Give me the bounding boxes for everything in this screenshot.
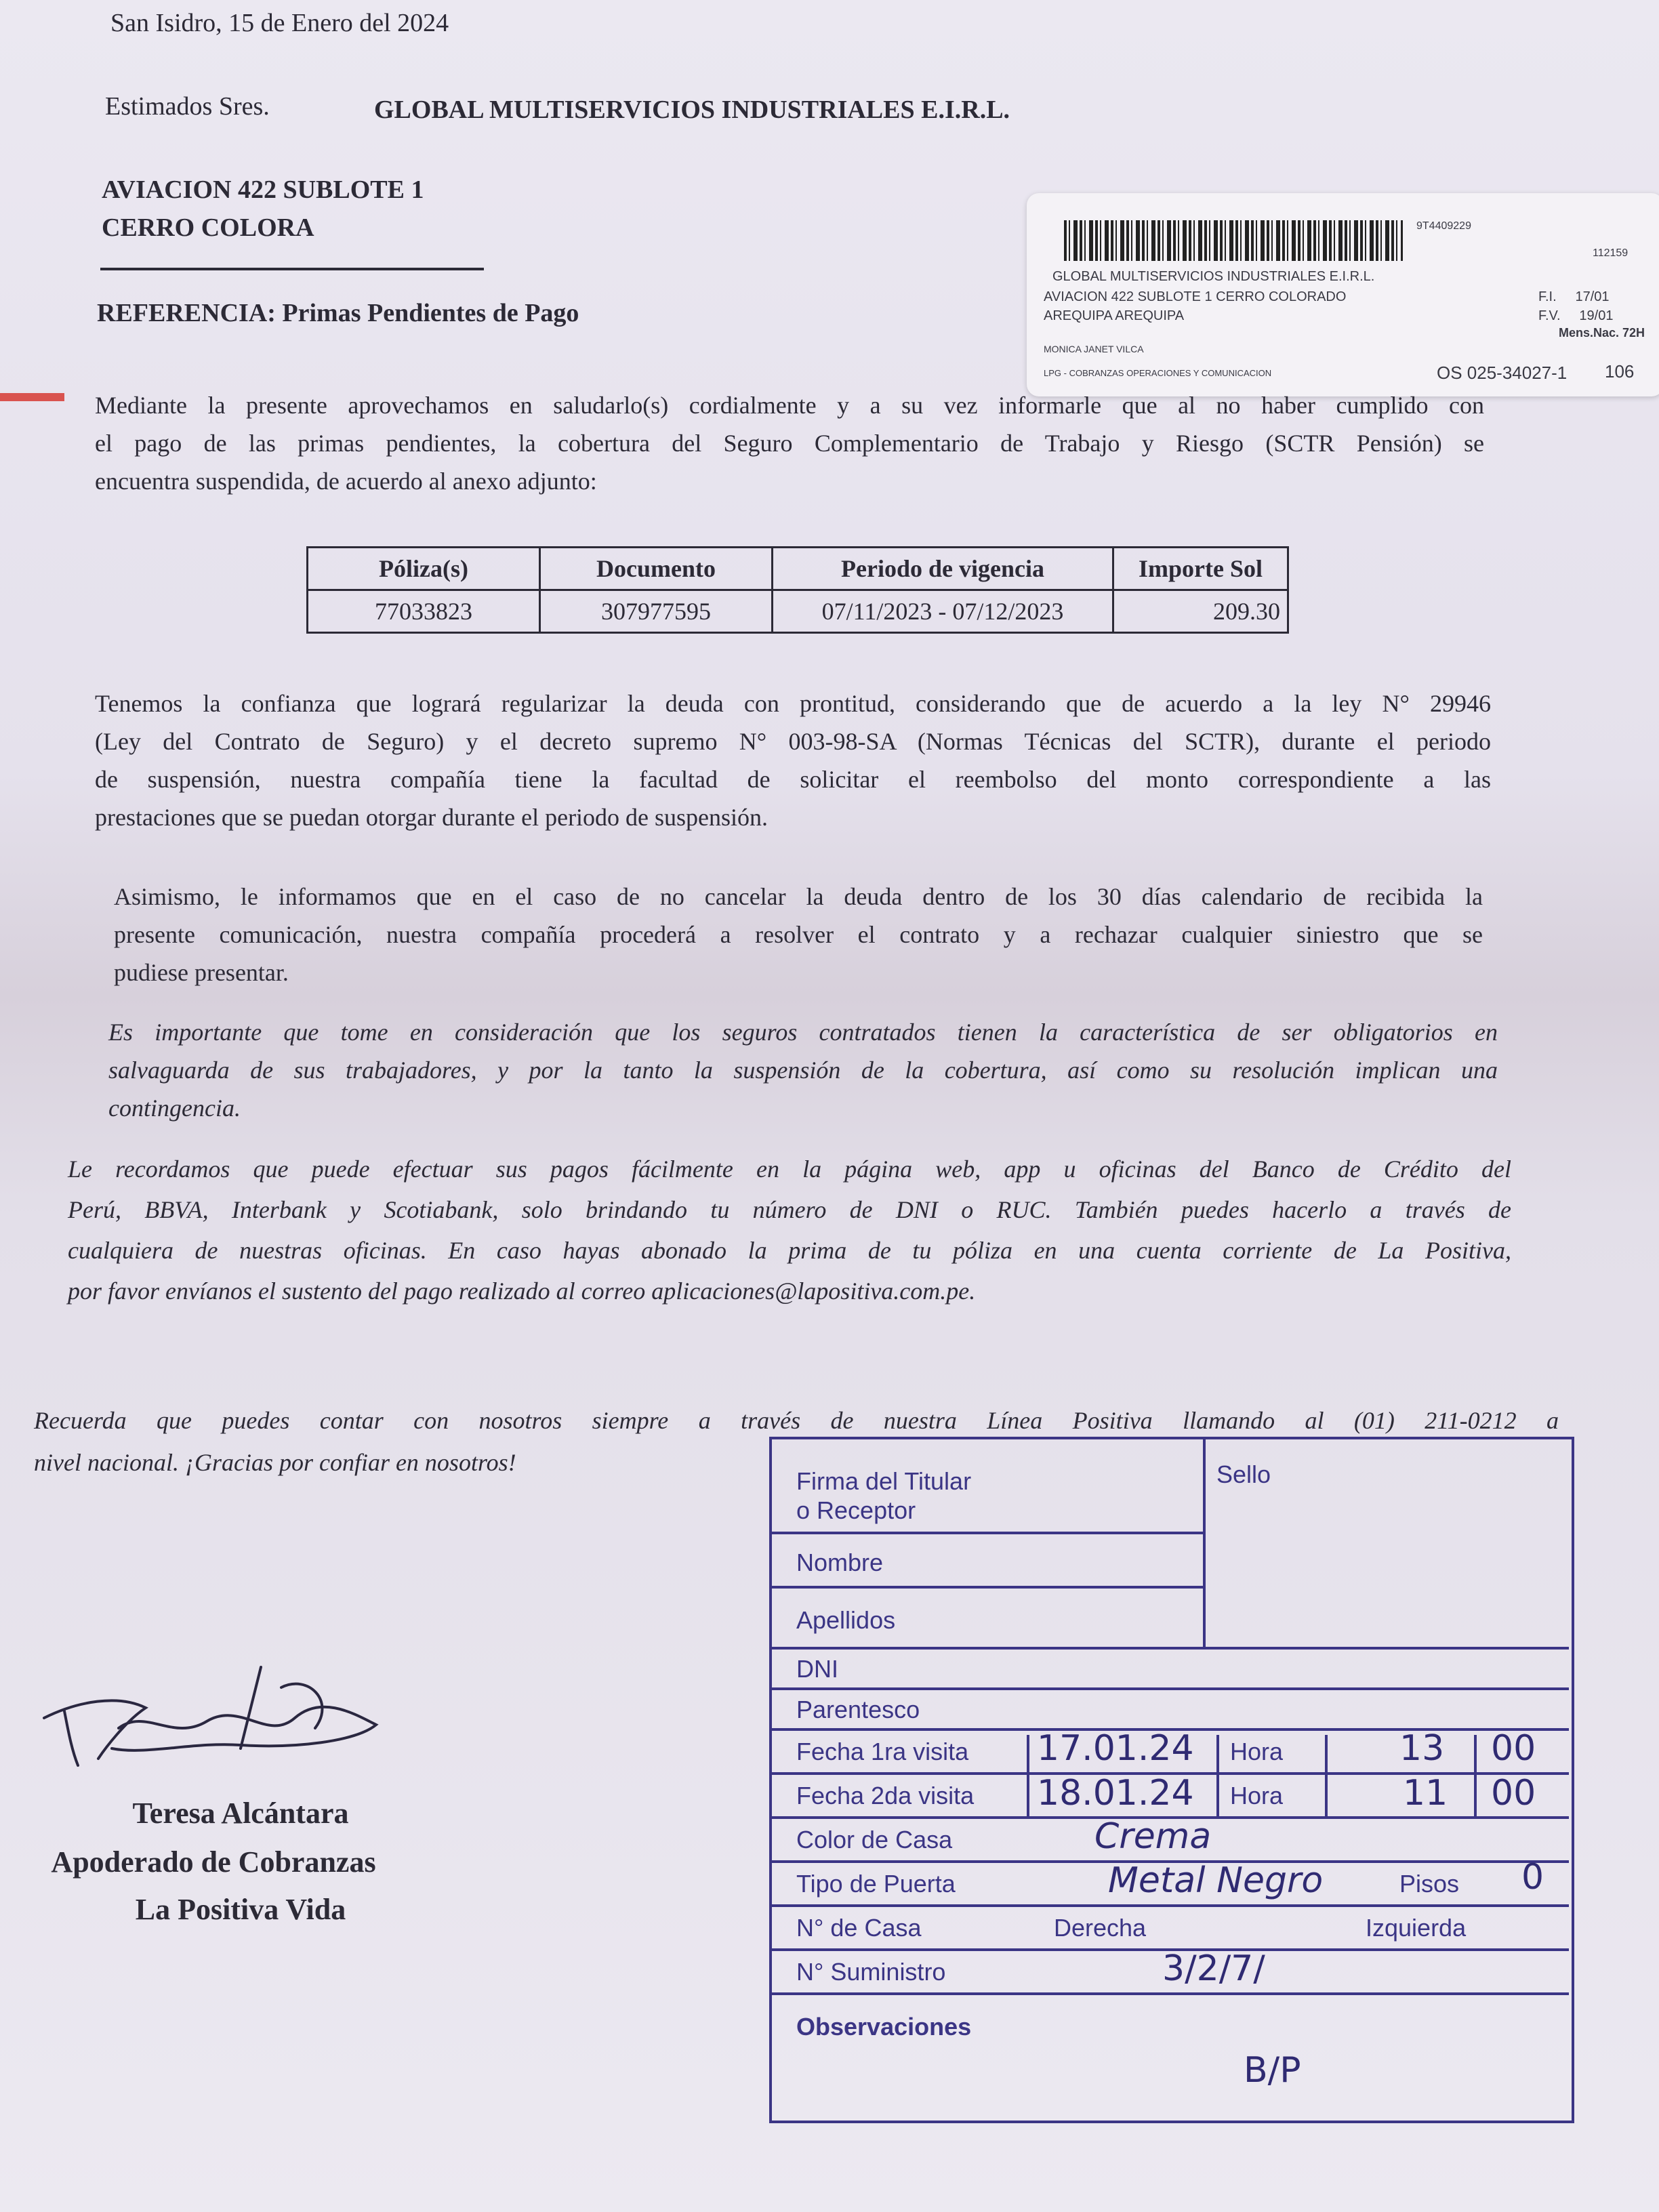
paragraph-1-line: el pago de las primas pendientes, la cobertura del Seguro Complementario de Trabajo y Riesgo (SCTR Pensión) se — [95, 430, 1484, 457]
signer-name: Teresa Alcántara — [132, 1797, 349, 1830]
stamp-firma: Firma del Titular — [796, 1467, 972, 1495]
reference-line — [97, 298, 579, 328]
paragraph-2-line: prestaciones que se puedan otorgar durante el periodo de suspensión. — [95, 804, 769, 831]
stamp-izquierda: Izquierda — [1366, 1914, 1467, 1942]
address-line-2: CERRO COLORA — [102, 213, 314, 242]
stamp-col-line — [1027, 1735, 1029, 1816]
hand-min2: 00 — [1491, 1773, 1536, 1814]
stamp-nombre: Nombre — [796, 1549, 884, 1576]
label-address-2: AREQUIPA AREQUIPA — [1044, 308, 1185, 323]
label-company: GLOBAL MULTISERVICIOS INDUSTRIALES E.I.R.L. — [1052, 269, 1375, 284]
hand-color: Crema — [1094, 1816, 1212, 1857]
cell-documento: 307977595 — [540, 590, 773, 633]
hand-hora1: 13 — [1399, 1728, 1445, 1769]
stamp-pisos: Pisos — [1399, 1870, 1460, 1898]
label-fi-key: F.I. — [1538, 289, 1557, 304]
policy-table-header — [308, 548, 1288, 590]
reference-label: REFERENCIA: — [97, 299, 276, 327]
paragraph-6-line: Recuerda que puedes contar con nosotros siempre a través de nuestra Línea Positiva llamando al (01) 211-0212 a — [34, 1407, 1559, 1434]
stamp-row-line — [769, 1532, 1203, 1534]
paragraph-2 — [95, 684, 1491, 836]
signature-block — [37, 1647, 390, 1926]
place-date: San Isidro, 15 de Enero del 2024 — [110, 9, 449, 37]
label-address-1: AVIACION 422 SUBLOTE 1 CERRO COLORADO — [1044, 289, 1347, 304]
label-fi-value: 17/01 — [1575, 289, 1610, 304]
stamp-row-line — [769, 1904, 1569, 1907]
paragraph-5-line: Le recordamos que puede efectuar sus pagos fácilmente en la página web, app u oficinas del Banco de Crédito del — [68, 1155, 1511, 1183]
stamp-col-line — [1325, 1735, 1328, 1816]
hand-fecha2: 18.01.24 — [1037, 1773, 1194, 1814]
paragraph-6-line: nivel nacional. ¡Gracias por confiar en nosotros! — [34, 1449, 516, 1476]
policy-table — [306, 546, 1289, 634]
hand-hora2: 11 — [1403, 1773, 1448, 1814]
paragraph-3 — [114, 878, 1483, 991]
stamp-col-line — [1216, 1735, 1219, 1816]
paragraph-1-line: Mediante la presente aprovechamos en saludarlo(s) cordialmente y a su vez informarle que al no haber cumplido con — [95, 392, 1484, 419]
paragraph-5-line: cualquiera de nuestras oficinas. En caso hayas abonado la prima de tu póliza en una cuenta corriente de La Positiva, — [68, 1237, 1511, 1264]
signer-role: Apoderado de Cobranzas — [51, 1845, 376, 1879]
label-os: OS 025-34027-1 — [1437, 363, 1568, 383]
stamp-observaciones: Observaciones — [796, 2013, 972, 2041]
hand-puerta: Metal Negro — [1108, 1860, 1324, 1901]
stamp-puerta: Tipo de Puerta — [796, 1870, 956, 1898]
stamp-receptor: o Receptor — [796, 1496, 916, 1524]
label-code: 112159 — [1593, 247, 1629, 259]
stamp-derecha: Derecha — [1054, 1914, 1147, 1942]
paragraph-2-line: Tenemos la confianza que logrará regularizar la deuda con prontitud, considerando que de acuerdo a la ley N° 29946 — [95, 690, 1491, 717]
label-fv-value: 19/01 — [1579, 308, 1614, 323]
stamp-suministro: N° Suministro — [796, 1958, 946, 1986]
hand-suministro: 3/2/7/ — [1162, 1948, 1265, 1989]
label-mens: Mens.Nac. 72H — [1559, 326, 1645, 340]
stamp-row-line — [769, 1687, 1569, 1690]
stamp-hora1: Hora — [1230, 1738, 1284, 1765]
col-documento: Documento — [540, 548, 773, 590]
stamp-row-line — [769, 1647, 1569, 1650]
stamp-hora2: Hora — [1230, 1782, 1284, 1809]
hand-observaciones: B/P — [1244, 2050, 1301, 2091]
reference-text: Primas Pendientes de Pago — [282, 299, 579, 327]
stamp-sello: Sello — [1216, 1460, 1271, 1488]
paragraph-4 — [108, 1013, 1498, 1127]
stamp-row-line — [769, 1586, 1203, 1589]
handwritten-signature — [37, 1647, 390, 1776]
greeting: Estimados Sres. — [105, 92, 270, 121]
cell-periodo: 07/11/2023 - 07/12/2023 — [773, 590, 1113, 633]
recipient-company: GLOBAL MULTISERVICIOS INDUSTRIALES E.I.R.L. — [374, 96, 1010, 124]
stamp-dni: DNI — [796, 1655, 838, 1683]
red-margin-mark — [0, 393, 64, 401]
shipping-label — [1027, 193, 1659, 396]
paragraph-3-line: Asimismo, le informamos que en el caso de no cancelar la deuda dentro de los 30 días calendario de recibida la — [114, 883, 1483, 910]
barcode-text: 9T4409229 — [1416, 220, 1471, 232]
hand-pisos: 0 — [1521, 1857, 1544, 1898]
col-poliza: Póliza(s) — [308, 548, 540, 590]
paragraph-4-line: salvaguarda de sus trabajadores, y por la tanto la suspensión de la cobertura, así como su resolución implican una — [108, 1057, 1498, 1084]
signer-company: La Positiva Vida — [135, 1893, 346, 1926]
paragraph-1 — [95, 386, 1484, 500]
paragraph-5-line: Perú, BBVA, Interbank y Scotiabank, solo brindando tu número de DNI o RUC. También puedes hacerlo a través de — [68, 1196, 1511, 1223]
cell-poliza: 77033823 — [308, 590, 540, 633]
hand-fecha1: 17.01.24 — [1037, 1728, 1194, 1769]
stamp-fecha1: Fecha 1ra visita — [796, 1738, 969, 1765]
col-periodo: Periodo de vigencia — [773, 548, 1113, 590]
stamp-apellidos: Apellidos — [796, 1606, 896, 1634]
paragraph-3-line: presente comunicación, nuestra compañía procederá a resolver el contrato y a rechazar cualquier siniestro que se — [114, 921, 1483, 948]
stamp-col-line — [1474, 1735, 1477, 1816]
label-fv-key: F.V. — [1538, 308, 1561, 323]
label-fv — [1538, 308, 1613, 324]
delivery-stamp-form — [769, 1437, 1650, 2135]
paragraph-4-line: contingencia. — [108, 1094, 241, 1122]
stamp-fecha2: Fecha 2da visita — [796, 1782, 975, 1809]
table-row — [308, 590, 1288, 633]
paragraph-5-line: por favor envíanos el sustento del pago realizado al correo aplicaciones@lapositiva.com.pe. — [68, 1277, 976, 1305]
label-person: MONICA JANET VILCA — [1044, 344, 1144, 354]
stamp-ncasa: N° de Casa — [796, 1914, 922, 1942]
paragraph-2-line: de suspensión, nuestra compañía tiene la facultad de solicitar el reembolso del monto correspondiente a las — [95, 766, 1491, 793]
label-fi — [1538, 289, 1610, 305]
paragraph-1-line: encuentra suspendida, de acuerdo al anexo adjunto: — [95, 468, 597, 495]
hand-min1: 00 — [1491, 1728, 1536, 1769]
stamp-color: Color de Casa — [796, 1826, 953, 1853]
col-importe: Importe Sol — [1113, 548, 1288, 590]
cell-importe: 209.30 — [1113, 590, 1288, 633]
stamp-parentesco: Parentesco — [796, 1696, 920, 1723]
address-underline — [100, 268, 484, 270]
address-line-1: AVIACION 422 SUBLOTE 1 — [102, 176, 424, 204]
barcode — [1064, 220, 1403, 261]
paragraph-3-line: pudiese presentar. — [114, 959, 289, 986]
paragraph-5 — [68, 1149, 1511, 1311]
stamp-divider — [1203, 1437, 1206, 1647]
label-os-num: 106 — [1605, 361, 1635, 382]
paragraph-4-line: Es importante que tome en consideración que los seguros contratados tienen la característica de ser obligatorios en — [108, 1019, 1498, 1046]
paragraph-2-line: (Ley del Contrato de Seguro) y el decreto supremo N° 003-98-SA (Normas Técnicas del SCTR), durante el periodo — [95, 728, 1491, 755]
stamp-row-line — [769, 1992, 1569, 1995]
label-dept: LPG - COBRANZAS OPERACIONES Y COMUNICACION — [1044, 368, 1272, 378]
